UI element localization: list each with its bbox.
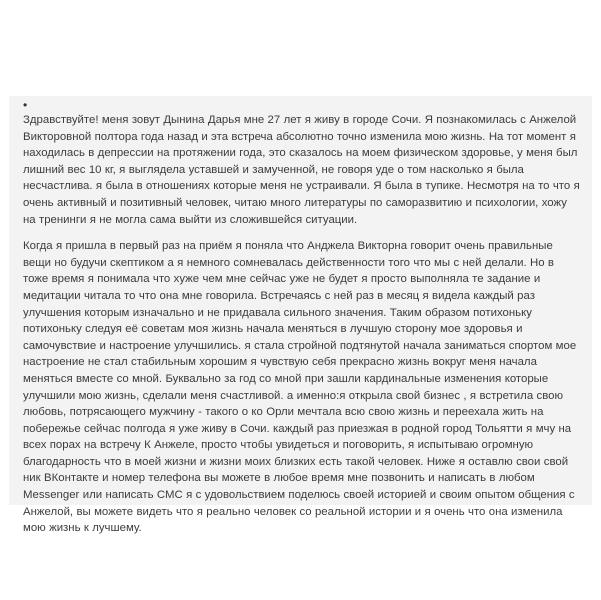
review-paragraph-intro: Здравствуйте! меня зовут Дынина Дарья мне 27 лет я живу в городе Сочи. Я познакомилась с Анжелой Викторовной полтора года назад и эта встреча абсолютно точно изменила мою жизнь. На тот момент я находилась в депрессии на протяжении года, это сказалось на моем физическом здоровье, у меня был лишний вес 10 кг, я выглядела уставшей и замученной, не говоря уде о том насколько я была несчастлива. я была в отношениях которые меня не устраивали. Я была в тупике. Несмотря на то что я очень активный и позитивный человек, читаю много литературы по саморазвитию и психологии, хожу на тренинги я не могла сама выйти из сложившейся ситуации. xyxy=(23,114,580,226)
review-card xyxy=(9,96,592,535)
review-paragraph-story: Когда я пришла в первый раз на приём я поняла что Анджела Викторна говорит очень правильные вещи но будучи скептиком а я немного сомневалась действенности того что мы с ней делали. Но в тоже время я понимала что хуже чем мне сейчас уже не будет я просто выполняла те задание и медитации читала то что она мне говорила. Встречаясь с ней раз в месяц я видела каждый раз улучшения которым изначально и не придавала сильного значения. Таким образом потихоньку потихоньку следуя её советам моя жизнь начала меняться в лучшую сторону мое здоровья и самочувствие и настроение улучшились. я стала стройной подтянутой начала заниматься спортом мое настроение не стал стабильным хорошим я чувствую себя прекрасно жизнь вокруг меня начала меняться вместе со мной. Буквально за год со мной при зашли кардинальные изменения которые улучшили мою жизнь, сделали меня счастливой. а именно:я открыла свой бизнес , я встретила свою любовь, потрясающего мужчину - такого о ко Орли мечтала всю свою жизнь и переехала жить на побережье сейчас полгода я уже живу в Сочи. каждый раз приезжая в родной город Тольятти я мчу на всех порах на встречу К Анжеле, просто чтобы увидеться и поговорить, я испытываю огромную благодарность что в моей жизни и жизни моих близких есть такой человек. Ниже я оставлю свои свой ник ВКонтакте и номер телефона вы можете в любое время мне позвонить и написать в любом Messenger или написать СМС я с удовольствием поделюсь своей историей и своим опытом общения с Анжелой, вы можете видеть что я реально человек со реальной истории и я очень что она изменила мою жизнь к лучшему. xyxy=(23,240,577,535)
list-bullet: • xyxy=(23,98,28,112)
